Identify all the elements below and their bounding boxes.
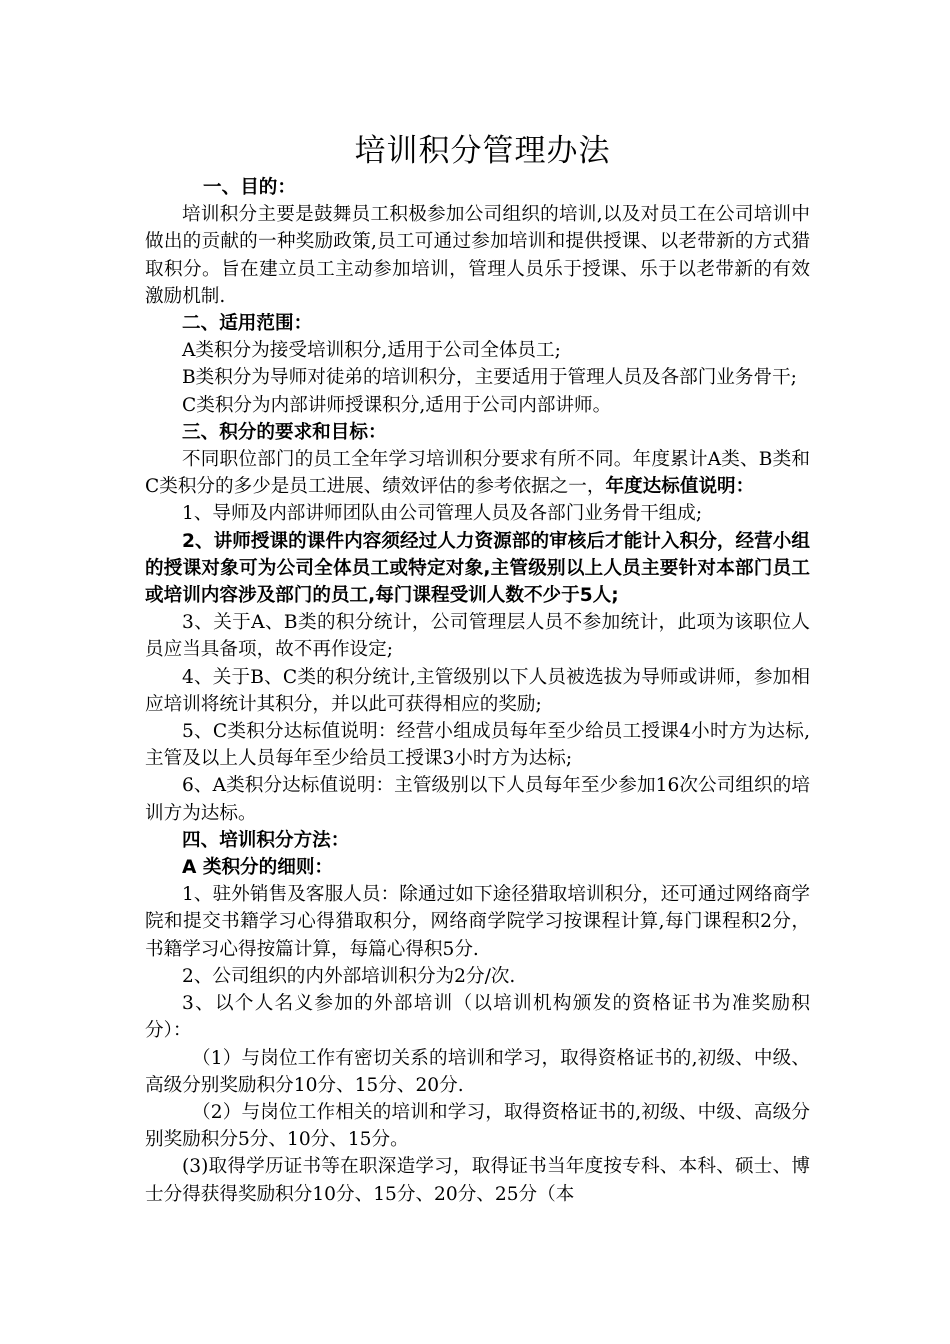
requirements-text: 不同职位部门的员工全年学习培训积分要求有所不同。年度累计A类、B类和C类积分的多少是员工进展、绩效评估的参考依据之一， [145, 449, 810, 498]
document-title: 培训积分管理办法 [354, 133, 611, 169]
document-page [145, 128, 810, 1208]
methods-item-1: 1、驻外销售及客服人员：除通过如下途径猎取培训积分，还可通过网络商学院和提交书籍学习心得猎取积分，网络商学院学习按课程计算,每门课程积2分，书籍学习心得按篇计算，每篇心得积5分. [145, 884, 810, 960]
methods-item-3-2: （2）与岗位工作相关的培训和学习，取得资格证书的,初级、中级、高级分别奖励积分5分、10分、15分。 [145, 1101, 810, 1151]
methods-item-2: 2、公司组织的内外部培训积分为2分/次. [182, 965, 516, 987]
annual-target-label: 年度达标值说明： [605, 476, 755, 498]
subheading-a-rules: A 类积分的细则： [182, 857, 334, 879]
purpose-paragraph: 培训积分主要是鼓舞员工积极参加公司组织的培训,以及对员工在公司培训中做出的贡献的一种奖励政策,员工可通过参加培训和提供授课、以老带新的方式猎取积分。旨在建立员工主动参加培训，管理人员乐于授课、乐于以老带新的有效激励机制. [145, 204, 810, 307]
methods-item-3: 3、以个人名义参加的外部培训（以培训机构颁发的资格证书为准奖励积分）： [145, 993, 810, 1042]
section-heading-purpose: 一、目的： [203, 177, 296, 198]
scope-c-paragraph: C类积分为内部讲师授课积分,适用于公司内部讲师。 [182, 394, 612, 416]
requirements-item-6: 6、A类积分达标值说明：主管级别以下人员每年至少参加16次公司组织的培训方为达标。 [145, 775, 810, 824]
methods-item-3-1: （1）与岗位工作有密切关系的培训和学习，取得资格证书的,初级、中级、高级分别奖励积分10分、15分、20分. [145, 1047, 810, 1096]
requirements-item-2: 2、讲师授课的课件内容须经过人力资源部的审核后才能计入积分，经营小组的授课对象可为公司全体员工或特定对象,主管级别以上人员主要针对本部门员工或培训内容涉及部门的员工,每门课程受训人数不少于5人; [145, 530, 810, 607]
scope-b-paragraph: B类积分为导师对徒弟的培训积分，主要适用于管理人员及各部门业务骨干; [182, 367, 797, 389]
methods-item-3-3: (3)取得学历证书等在职深造学习，取得证书当年度按专科、本科、硕士、博士分得获得奖励积分10分、15分、20分、25分（本 [145, 1156, 810, 1205]
section-heading-scope: 二、适用范围： [182, 313, 313, 335]
requirements-item-4: 4、关于B、C类的积分统计,主管级别以下人员被选拔为导师或讲师，参加相应培训将统计其积分，并以此可获得相应的奖励; [145, 666, 810, 715]
requirements-item-5: 5、C类积分达标值说明：经营小组成员每年至少给员工授课4小时方为达标,主管及以上人员每年至少给员工授课3小时方为达标; [145, 721, 810, 770]
requirements-item-3: 3、关于A、B类的积分统计，公司管理层人员不参加统计，此项为该职位人员应当具备项，故不再作设定; [145, 612, 810, 661]
requirements-item-1: 1、导师及内部讲师团队由公司管理人员及各部门业务骨干组成; [182, 503, 703, 525]
scope-a-paragraph: A类积分为接受培训积分,适用于公司全体员工; [182, 340, 561, 362]
section-heading-methods: 四、培训积分方法： [182, 829, 350, 851]
requirements-paragraph [145, 446, 810, 500]
section-heading-requirements: 三、积分的要求和目标： [182, 421, 387, 443]
